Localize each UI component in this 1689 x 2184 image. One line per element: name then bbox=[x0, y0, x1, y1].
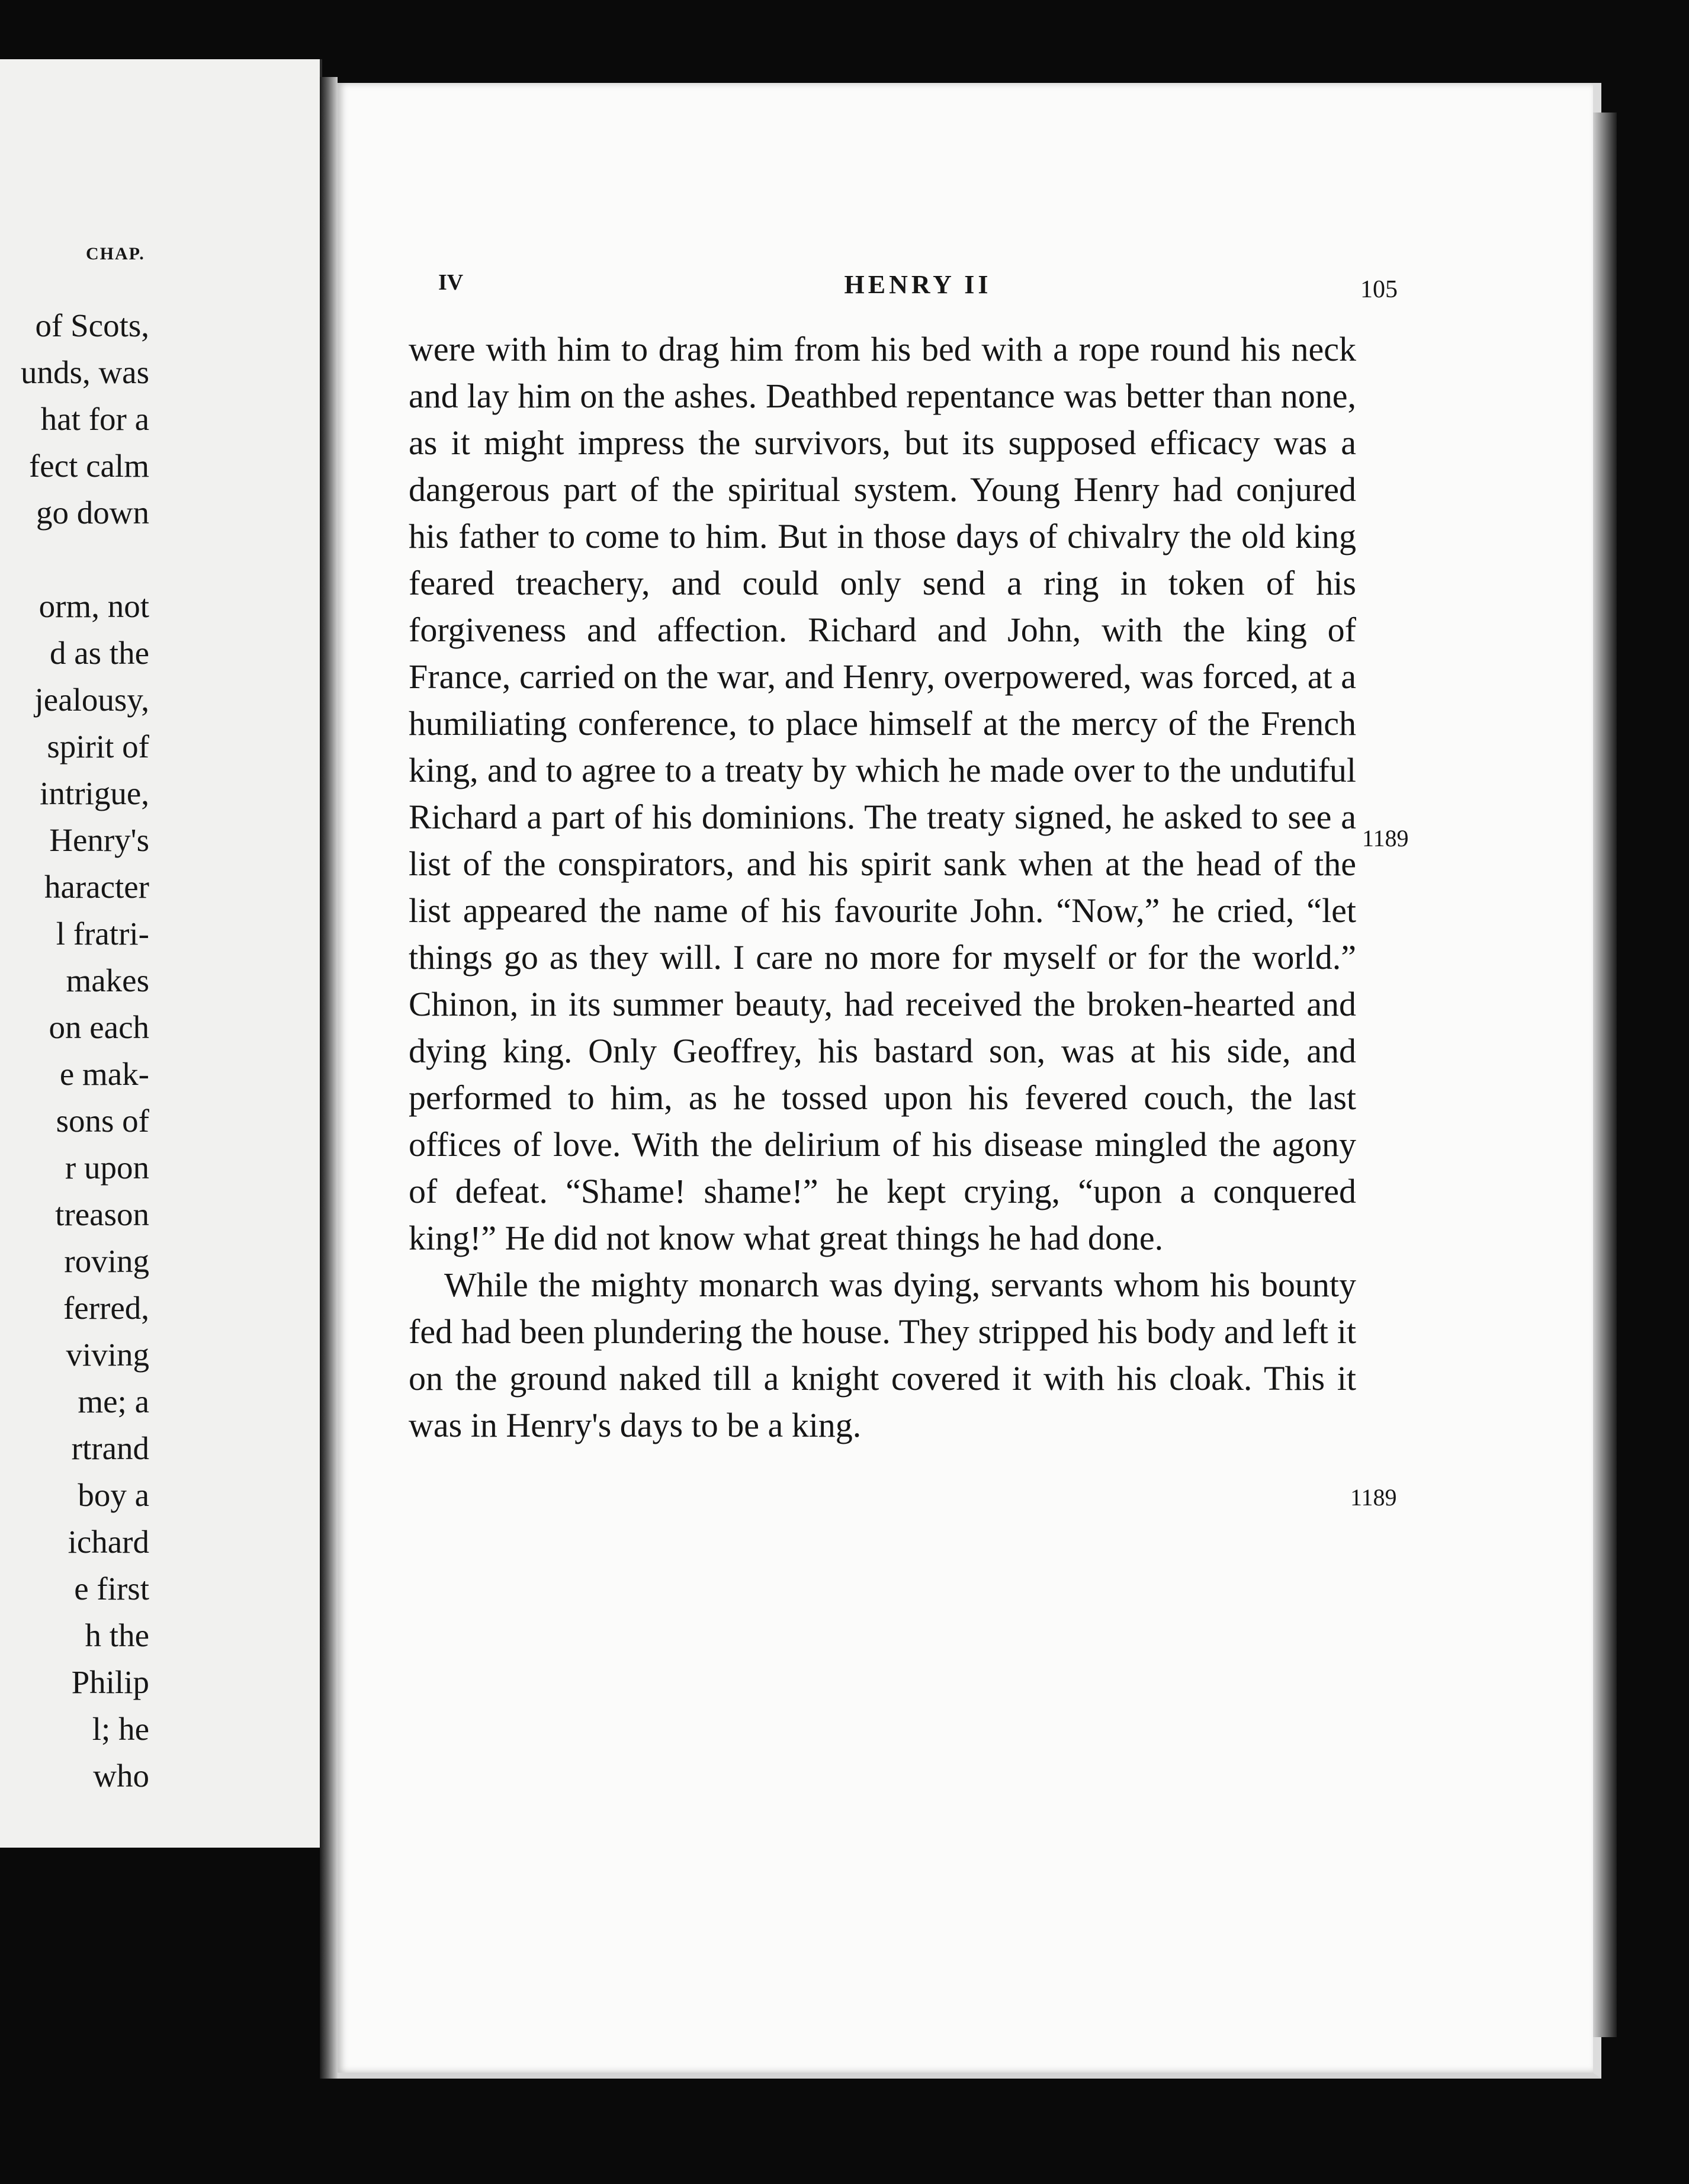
left-line-fragment: Henry's bbox=[49, 822, 149, 858]
left-page-text bbox=[21, 302, 149, 1799]
left-line-fragment: r upon bbox=[65, 1149, 149, 1186]
left-line-fragment: on each bbox=[49, 1009, 149, 1045]
left-line-fragment: sons of bbox=[56, 1103, 149, 1139]
paragraph: While the mighty monarch was dying, servants whom his bounty fed had been plundering the house. They stripped his body and left it on the ground naked till a knight covered it with his cloak. This it was in Henry's days to be a king. bbox=[409, 1266, 1356, 1444]
left-line-fragment: e mak- bbox=[59, 1056, 149, 1092]
left-line-fragment: go down bbox=[36, 494, 149, 531]
page-edge bbox=[1593, 113, 1617, 2037]
chapter-number: IV bbox=[438, 270, 464, 295]
left-line-fragment: boy a bbox=[78, 1477, 149, 1513]
left-line-fragment: ichard bbox=[68, 1524, 149, 1560]
left-line-fragment: orm, not bbox=[38, 588, 149, 624]
paragraph: were with him to drag him from his bed with a rope round his neck and lay him on the ashes. Deathbed repentance was better than none, as it might impress the survivors, but its supposed efficacy was a dangerous part of the spiritual system. Young Henry had conjured his father to come to him. But in those days of chivalry the old king feared treachery, and could only send a ring in token of his forgiveness and affection. Richard and John, with the king of France, carried on the war, and Henry, overpowered, was forced, at a humiliating conference, to place himself at the mercy of the French king, and to agree to a treaty by which he made over to the undutiful Richard a part of his dominions. The treaty signed, he asked to see a list of the conspirators, and his spirit sank when at the head of the list appeared the name of his favourite John. “Now,” he cried, “let things go as they will. I care no more for myself or for the world.” Chinon, in its summer beauty, had received the broken-hearted and dying king. Only Geoffrey, his bastard son, was at his side, and performed to him, as he tossed upon his fevered couch, the last offices of love. With the delirium of his disease mingled the agony of defeat. “Shame! shame!” he kept crying, “upon a conquered king!” He did not know what great things he had done. bbox=[409, 330, 1356, 1257]
left-line-fragment: e first bbox=[74, 1570, 149, 1607]
left-line-fragment: rtrand bbox=[71, 1430, 149, 1466]
left-line-fragment: fect calm bbox=[28, 448, 149, 484]
left-line-fragment: who bbox=[93, 1758, 149, 1794]
margin-date: 1189 bbox=[1362, 825, 1409, 852]
left-line-fragment: jealousy, bbox=[34, 682, 149, 718]
body-text bbox=[409, 326, 1356, 1448]
left-page bbox=[0, 59, 322, 1848]
left-line-fragment: of Scots, bbox=[35, 307, 149, 343]
left-line-fragment: l fratri- bbox=[56, 916, 149, 952]
left-line-fragment: me; a bbox=[78, 1383, 149, 1419]
left-line-fragment: h the bbox=[85, 1617, 149, 1653]
left-line-fragment: makes bbox=[66, 962, 149, 998]
left-line-fragment: haracter bbox=[44, 869, 149, 905]
left-line-fragment: treason bbox=[55, 1196, 149, 1232]
left-line-fragment: ferred, bbox=[63, 1290, 149, 1326]
left-line-fragment: roving bbox=[64, 1243, 149, 1279]
running-title: HENRY II bbox=[844, 270, 992, 299]
running-head bbox=[438, 269, 1398, 311]
left-line-fragment: intrigue, bbox=[40, 775, 149, 811]
right-page bbox=[338, 83, 1601, 2079]
left-line-fragment: viving bbox=[66, 1337, 149, 1373]
left-line-fragment: d as the bbox=[49, 635, 149, 671]
left-line-fragment: hat for a bbox=[40, 401, 149, 437]
left-line-fragment: l; he bbox=[92, 1711, 149, 1747]
book-gutter bbox=[320, 77, 338, 2079]
left-line-fragment: unds, was bbox=[21, 354, 149, 390]
left-line-fragment: Philip bbox=[71, 1664, 149, 1700]
left-chapter-label: CHAP. bbox=[86, 244, 145, 264]
margin-date: 1189 bbox=[1350, 1484, 1397, 1511]
left-line-fragment bbox=[21, 536, 149, 583]
page-number: 105 bbox=[1360, 276, 1398, 303]
left-line-fragment: spirit of bbox=[47, 728, 149, 765]
